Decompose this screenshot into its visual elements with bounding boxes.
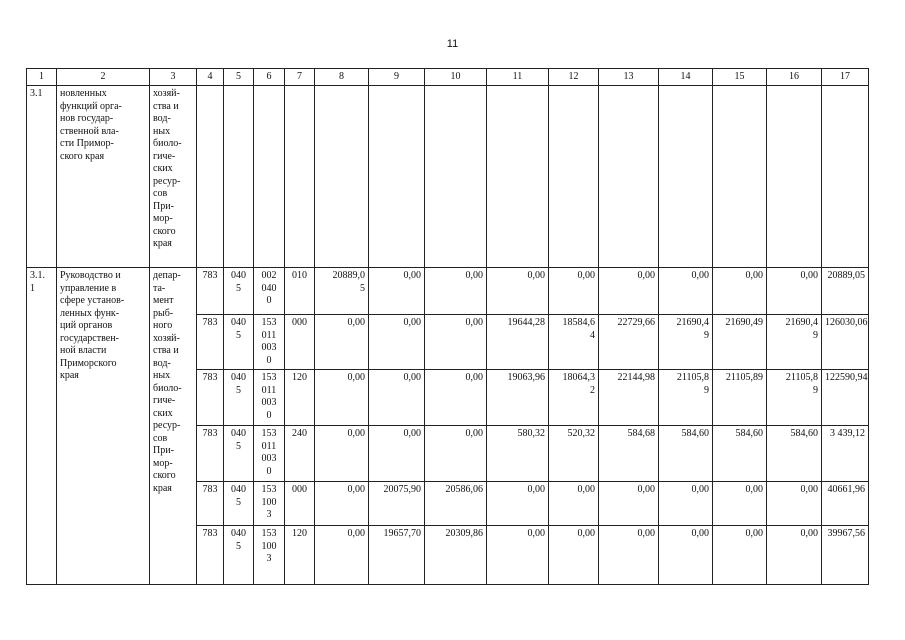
cell-col-14: 584,60 (659, 426, 713, 482)
cell-col-5: 040 5 (224, 426, 254, 482)
cell-col-6: 153 100 3 (254, 526, 285, 585)
cell-col-6: 153 011 003 0 (254, 426, 285, 482)
cell-col-9: 20075,90 (369, 482, 425, 526)
cell-col-8: 20889,0 5 (315, 268, 369, 315)
cell-col-7: 000 (285, 315, 315, 370)
empty-cell (224, 86, 254, 268)
column-header-7: 7 (285, 69, 315, 86)
cell-col-4: 783 (197, 526, 224, 585)
cell-col-7: 120 (285, 370, 315, 426)
column-header-5: 5 (224, 69, 254, 86)
cell-col-16: 584,60 (767, 426, 822, 482)
empty-cell (659, 86, 713, 268)
cell-col-16: 0,00 (767, 526, 822, 585)
cell-col-4: 783 (197, 482, 224, 526)
empty-cell (822, 86, 869, 268)
cell-col-8: 0,00 (315, 426, 369, 482)
empty-cell (315, 86, 369, 268)
table-row (27, 86, 869, 268)
row-number: 3.1 (27, 86, 57, 268)
empty-cell (487, 86, 549, 268)
cell-col-12: 0,00 (549, 268, 599, 315)
row-number: 3.1. 1 (27, 268, 57, 585)
cell-col-6: 153 011 003 0 (254, 370, 285, 426)
cell-col-14: 21690,4 9 (659, 315, 713, 370)
cell-col-8: 0,00 (315, 370, 369, 426)
empty-cell (599, 86, 659, 268)
cell-col-9: 19657,70 (369, 526, 425, 585)
cell-col-13: 0,00 (599, 268, 659, 315)
cell-col-13: 0,00 (599, 482, 659, 526)
empty-cell (713, 86, 767, 268)
cell-col-12: 0,00 (549, 526, 599, 585)
empty-cell (369, 86, 425, 268)
column-header-10: 10 (425, 69, 487, 86)
cell-col-12: 0,00 (549, 482, 599, 526)
cell-col-17: 122590,94 (822, 370, 869, 426)
cell-col-8: 0,00 (315, 482, 369, 526)
cell-col-10: 0,00 (425, 426, 487, 482)
cell-col-14: 0,00 (659, 482, 713, 526)
empty-cell (254, 86, 285, 268)
column-header-3: 3 (150, 69, 197, 86)
program-name-cell: новленных функций орга- нов государ- ственной вла- сти Примор- ского края (57, 86, 150, 268)
cell-col-8: 0,00 (315, 315, 369, 370)
cell-col-13: 22144,98 (599, 370, 659, 426)
cell-col-6: 153 100 3 (254, 482, 285, 526)
cell-col-17: 39967,56 (822, 526, 869, 585)
cell-col-11: 0,00 (487, 526, 549, 585)
cell-col-7: 120 (285, 526, 315, 585)
empty-cell (767, 86, 822, 268)
cell-col-15: 21690,49 (713, 315, 767, 370)
cell-col-15: 0,00 (713, 526, 767, 585)
cell-col-16: 21690,4 9 (767, 315, 822, 370)
empty-cell (285, 86, 315, 268)
cell-col-16: 0,00 (767, 482, 822, 526)
cell-col-4: 783 (197, 315, 224, 370)
cell-col-7: 240 (285, 426, 315, 482)
column-header-15: 15 (713, 69, 767, 86)
cell-col-4: 783 (197, 426, 224, 482)
cell-col-15: 0,00 (713, 482, 767, 526)
cell-col-5: 040 5 (224, 370, 254, 426)
column-header-13: 13 (599, 69, 659, 86)
page-number: 11 (446, 38, 459, 50)
column-header-8: 8 (315, 69, 369, 86)
column-header-12: 12 (549, 69, 599, 86)
cell-col-6: 153 011 003 0 (254, 315, 285, 370)
cell-col-7: 000 (285, 482, 315, 526)
cell-col-5: 040 5 (224, 268, 254, 315)
empty-cell (197, 86, 224, 268)
cell-col-13: 584,68 (599, 426, 659, 482)
cell-col-16: 0,00 (767, 268, 822, 315)
cell-col-17: 20889,05 (822, 268, 869, 315)
cell-col-14: 0,00 (659, 526, 713, 585)
column-header-2: 2 (57, 69, 150, 86)
executor-cell: хозяй- ства и вод- ных биоло- гиче- ских ресур- сов При- мор- ского края (150, 86, 197, 268)
column-header-11: 11 (487, 69, 549, 86)
cell-col-10: 20586,06 (425, 482, 487, 526)
column-header-17: 17 (822, 69, 869, 86)
cell-col-16: 21105,8 9 (767, 370, 822, 426)
column-header-14: 14 (659, 69, 713, 86)
cell-col-17: 126030,06 (822, 315, 869, 370)
cell-col-12: 520,32 (549, 426, 599, 482)
cell-col-17: 3 439,12 (822, 426, 869, 482)
empty-cell (549, 86, 599, 268)
cell-col-4: 783 (197, 268, 224, 315)
cell-col-11: 580,32 (487, 426, 549, 482)
cell-col-10: 0,00 (425, 370, 487, 426)
cell-col-5: 040 5 (224, 526, 254, 585)
cell-col-17: 40661,96 (822, 482, 869, 526)
cell-col-7: 010 (285, 268, 315, 315)
cell-col-9: 0,00 (369, 370, 425, 426)
cell-col-15: 21105,89 (713, 370, 767, 426)
cell-col-12: 18064,3 2 (549, 370, 599, 426)
cell-col-15: 0,00 (713, 268, 767, 315)
cell-col-11: 19644,28 (487, 315, 549, 370)
cell-col-9: 0,00 (369, 315, 425, 370)
cell-col-10: 0,00 (425, 268, 487, 315)
budget-table (26, 68, 869, 585)
header-row (27, 69, 869, 86)
cell-col-10: 0,00 (425, 315, 487, 370)
cell-col-11: 0,00 (487, 268, 549, 315)
executor-cell: депар- та- мент рыб- ного хозяй- ства и вод- ных биоло- гиче- ских ресур- сов При- мор- ского края (150, 268, 197, 585)
table-row (27, 268, 869, 315)
column-header-1: 1 (27, 69, 57, 86)
cell-col-9: 0,00 (369, 426, 425, 482)
cell-col-15: 584,60 (713, 426, 767, 482)
program-name-cell: Руководство и управление в сфере установ- ленных функ- ций органов государствен- ной власти Приморского края (57, 268, 150, 585)
cell-col-10: 20309,86 (425, 526, 487, 585)
empty-cell (425, 86, 487, 268)
column-header-16: 16 (767, 69, 822, 86)
cell-col-4: 783 (197, 370, 224, 426)
cell-col-6: 002 040 0 (254, 268, 285, 315)
cell-col-13: 22729,66 (599, 315, 659, 370)
column-header-6: 6 (254, 69, 285, 86)
cell-col-14: 21105,8 9 (659, 370, 713, 426)
cell-col-5: 040 5 (224, 482, 254, 526)
cell-col-11: 0,00 (487, 482, 549, 526)
cell-col-8: 0,00 (315, 526, 369, 585)
cell-col-12: 18584,6 4 (549, 315, 599, 370)
cell-col-13: 0,00 (599, 526, 659, 585)
column-header-4: 4 (197, 69, 224, 86)
cell-col-11: 19063,96 (487, 370, 549, 426)
cell-col-9: 0,00 (369, 268, 425, 315)
cell-col-5: 040 5 (224, 315, 254, 370)
cell-col-14: 0,00 (659, 268, 713, 315)
column-header-9: 9 (369, 69, 425, 86)
